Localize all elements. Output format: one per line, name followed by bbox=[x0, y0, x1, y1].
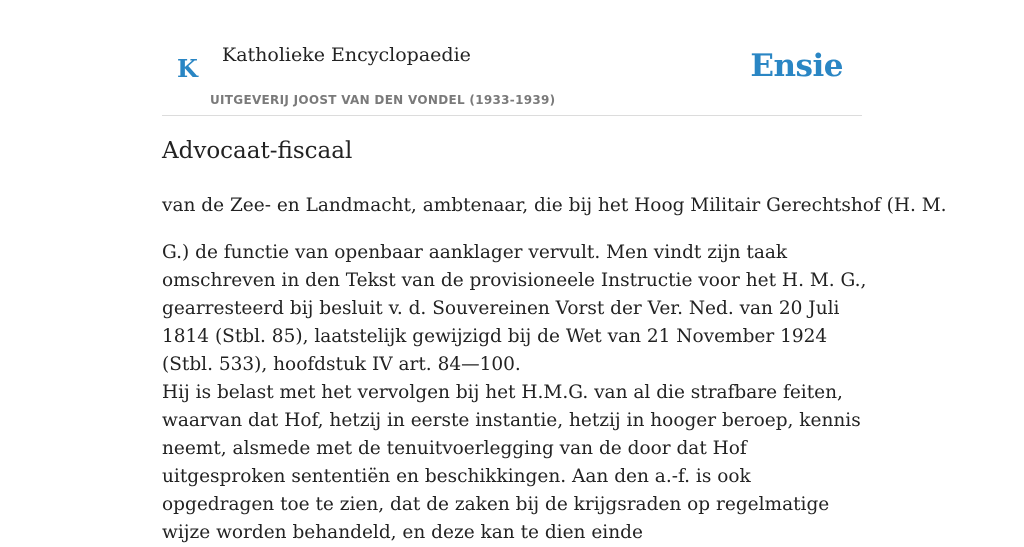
publisher-subtitle: UITGEVERIJ JOOST VAN DEN VONDEL (1933-1939) bbox=[210, 93, 556, 107]
article-paragraph: Hij is belast met het vervolgen bij het H.M.G. van al die strafbare feiten, waarvan dat Hof, hetzij in eerste instantie, hetzij in hooger beroep, kennis neemt, alsmede met de tenuitvoerlegging van de door dat Hof uitgesproken sententiën en beschikkingen. Aan den a.-f. is ook opgedragen toe te zien, dat de zaken bij de krijgsraden op regelmatige wijze worden behandeld, en deze kan te dien einde bbox=[162, 382, 861, 543]
site-title[interactable]: Katholieke Encyclopaedie bbox=[222, 44, 471, 66]
article-title: Advocaat-fiscaal bbox=[162, 138, 353, 164]
article-paragraph: van de Zee- en Landmacht, ambtenaar, die bij het Hoog Militair Gerechtshof (H. M. bbox=[162, 195, 947, 216]
ensie-brand-link[interactable]: Ensie bbox=[750, 48, 843, 84]
site-logo-icon[interactable]: K bbox=[177, 54, 198, 83]
site-header bbox=[162, 0, 862, 116]
page-container bbox=[162, 0, 947, 543]
article-paragraph: G.) de functie van openbaar aanklager vervult. Men vindt zijn taak omschreven in den Tekst van de provisioneele Instructie voor het H. M. G., gearresteerd bij besluit v. d. Souvereinen Vorst der Ver. Ned. van 20 Juli 1814 (Stbl. 85), laatstelijk gewijzigd bij de Wet van 21 November 1924 (Stbl. 533), hoofdstuk IV art. 84—100. bbox=[162, 242, 867, 375]
